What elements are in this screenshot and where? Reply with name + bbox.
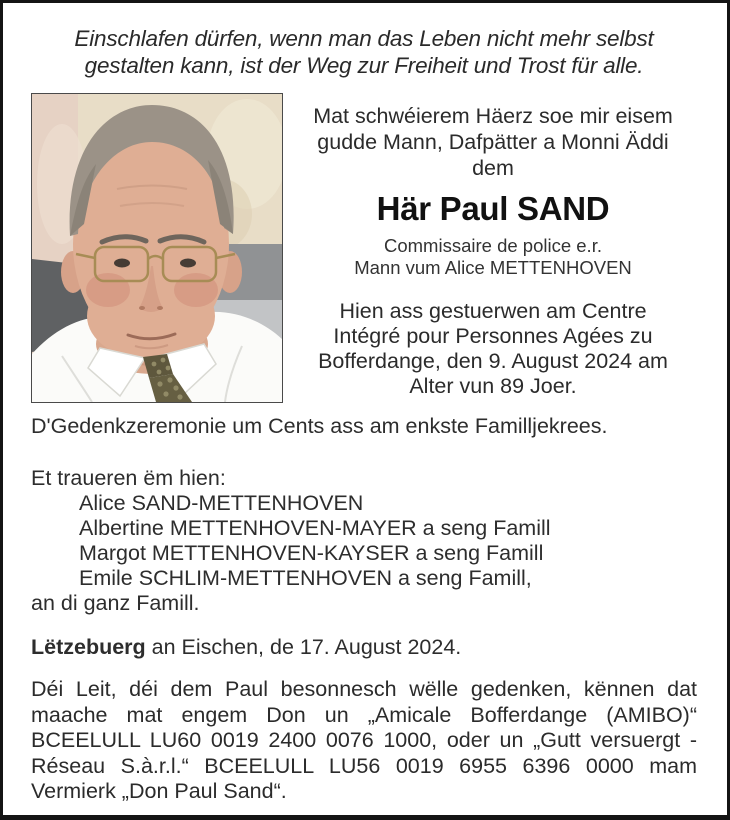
deceased-titles bbox=[289, 235, 697, 279]
dateline-rest: an Eischen, de 17. August 2024. bbox=[145, 635, 462, 659]
mourner-name: Albertine METTENHOVEN-MAYER a seng Famill bbox=[79, 516, 551, 540]
spouse-line: Mann vum Alice METTENHOVEN bbox=[354, 257, 632, 278]
death-announcement-line: Bofferdange, den 9. August 2024 am bbox=[318, 349, 668, 373]
death-announcement-line: Intégré pour Personnes Agées zu bbox=[333, 324, 653, 348]
mourner-name: Alice SAND-METTENHOVEN bbox=[79, 491, 364, 515]
opening-quote-line: gestalten kann, ist der Weg zur Freiheit und Trost für alle. bbox=[84, 53, 644, 78]
portrait-photo-illustration bbox=[32, 94, 282, 402]
death-announcement-line: Alter vun 89 Joer. bbox=[409, 374, 577, 398]
intro-line: Mat schwéierem Häerz soe mir eisem bbox=[313, 104, 673, 128]
intro-column bbox=[283, 93, 697, 399]
opening-quote bbox=[31, 25, 697, 79]
mourner-name: Emile SCHLIM-METTENHOVEN a seng Famill, bbox=[79, 566, 532, 590]
death-announcement-line: Hien ass gestuerwen am Centre bbox=[339, 299, 647, 323]
death-announcement bbox=[289, 299, 697, 399]
portrait-photo bbox=[31, 93, 283, 403]
photo-and-intro-row bbox=[31, 93, 697, 403]
donation-paragraph: Déi Leit, déi dem Paul besonnesch wëlle gedenken, kënnen dat maache mat engem Don un „Amicale Bofferdange (AMIBO)“ BCEELULL LU60 0019 2400 0076 1000, oder un „Gutt versuergt - Réseau S.à.r.l.“ BCEELULL LU56 0019 6955 6396 0000 mam Vermierk „Don Paul Sand“. bbox=[31, 677, 697, 803]
mourners-heading: Et traueren ëm hien: bbox=[31, 466, 226, 490]
deceased-name: Här Paul SAND bbox=[376, 190, 610, 227]
intro-line: dem bbox=[472, 156, 514, 180]
mourners-closing: an di ganz Famill. bbox=[31, 591, 200, 615]
intro-line: gudde Mann, Dafpätter a Monni Äddi bbox=[317, 130, 669, 154]
opening-quote-line: Einschlafen dürfen, wenn man das Leben nicht mehr selbst bbox=[74, 26, 654, 51]
profession-line: Commissaire de police e.r. bbox=[384, 235, 602, 256]
ceremony-note: D'Gedenkzeremonie um Cents ass am enkste Familljekrees. bbox=[31, 414, 608, 438]
dateline-place: Lëtzebuerg bbox=[31, 635, 146, 659]
mourner-name: Margot METTENHOVEN-KAYSER a seng Famill bbox=[79, 541, 544, 565]
dateline bbox=[31, 635, 697, 660]
